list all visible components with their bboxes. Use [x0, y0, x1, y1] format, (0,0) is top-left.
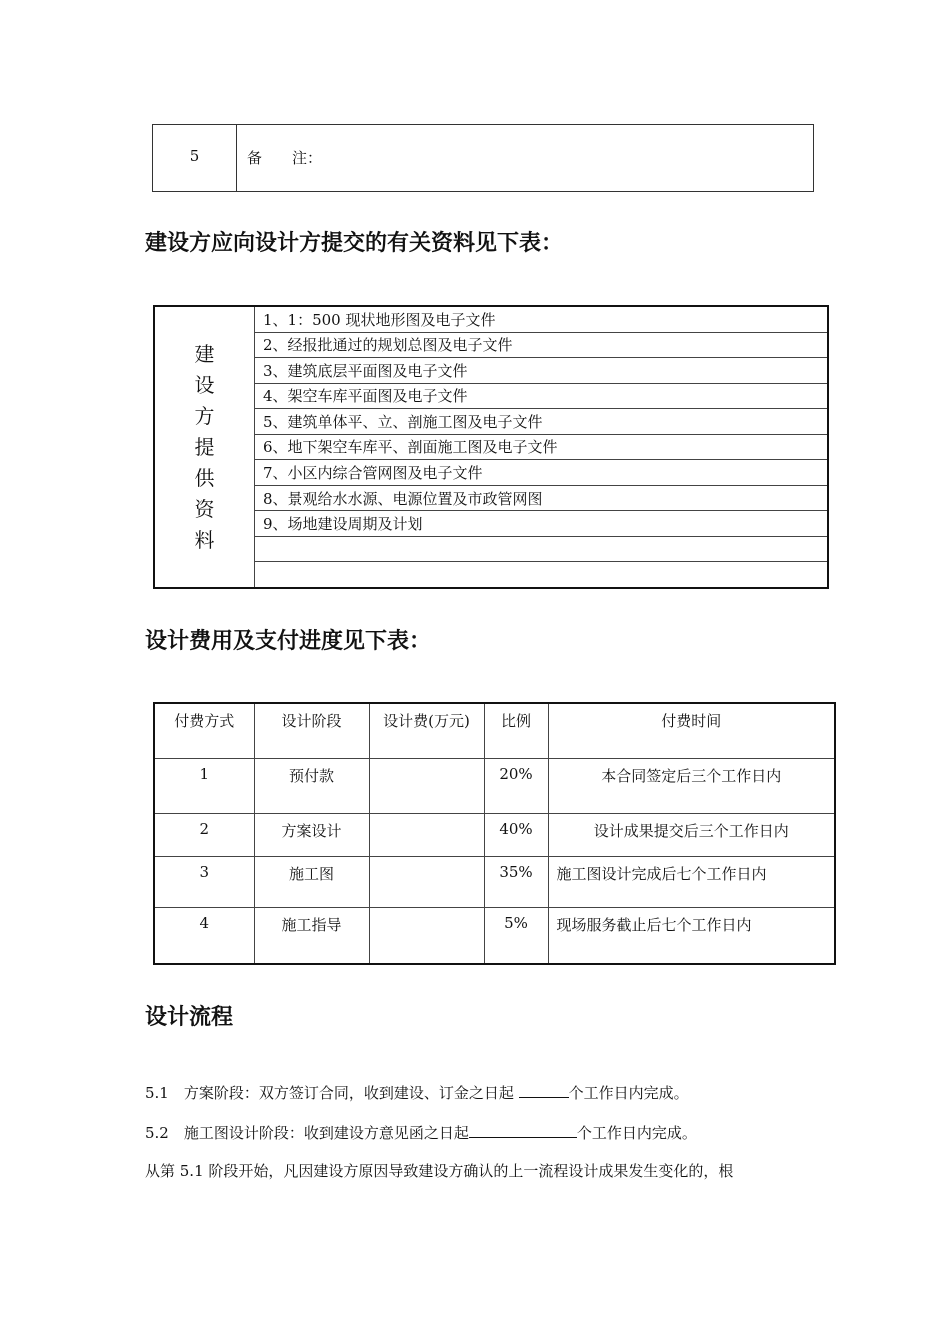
section-title-fees: 设计费用及支付进度见下表： [145, 629, 432, 654]
side-char: 方 [194, 403, 215, 428]
process-line-2-suffix: 个工作日内完成。 [576, 1124, 697, 1142]
side-char: 供 [194, 465, 215, 490]
fee-row [154, 813, 835, 856]
process-line-1-suffix: 个工作日内完成。 [568, 1084, 689, 1102]
fee-cell: 施工图 [254, 856, 369, 907]
fee-cell: 施工图设计完成后七个工作日内 [548, 856, 835, 907]
materials-item [255, 562, 829, 588]
materials-item: 1、1：500 现状地形图及电子文件 [255, 306, 829, 332]
fee-cell: 1 [154, 758, 254, 813]
fee-cell: 方案设计 [254, 813, 369, 856]
fee-row [154, 758, 835, 813]
fee-cell: 4 [154, 907, 254, 964]
materials-row [154, 358, 828, 384]
remark-label: 备 注： [237, 125, 814, 192]
side-char: 设 [194, 372, 215, 397]
materials-row [154, 536, 828, 562]
section-title-materials: 建设方应向设计方提交的有关资料见下表： [145, 231, 564, 256]
fee-cell: 2 [154, 813, 254, 856]
remark-table [152, 124, 814, 192]
materials-row [154, 434, 828, 460]
fee-table [153, 702, 836, 965]
fee-cell: 5% [484, 907, 548, 964]
materials-row [154, 460, 828, 486]
materials-row [154, 562, 828, 588]
materials-item: 5、建筑单体平、立、剖施工图及电子文件 [255, 409, 829, 435]
fee-header-cell: 设计费(万元) [369, 703, 484, 758]
materials-item: 3、建筑底层平面图及电子文件 [255, 358, 829, 384]
fee-cell [369, 758, 484, 813]
side-char: 建 [194, 341, 215, 366]
materials-item: 4、架空车库平面图及电子文件 [255, 383, 829, 409]
materials-item: 6、地下架空车库平、剖面施工图及电子文件 [255, 434, 829, 460]
process-line-3: 从第 5.1 阶段开始，凡因建设方原因导致建设方确认的上一流程设计成果发生变化的，根 [145, 1162, 734, 1180]
fee-cell: 本合同签定后三个工作日内 [548, 758, 835, 813]
fee-cell: 预付款 [254, 758, 369, 813]
process-line-1-text: 5.1 方案阶段：双方签订合同，收到建设、订金之日起 [145, 1084, 514, 1102]
remark-number: 5 [153, 125, 237, 192]
fee-cell [369, 813, 484, 856]
materials-row [154, 332, 828, 358]
fee-row [154, 856, 835, 907]
fee-header-cell: 设计阶段 [254, 703, 369, 758]
side-char: 料 [194, 527, 215, 552]
fee-header-cell: 付费方式 [154, 703, 254, 758]
fee-cell [369, 856, 484, 907]
materials-item: 8、景观给水水源、电源位置及市政管网图 [255, 485, 829, 511]
materials-row [154, 409, 828, 435]
fee-row [154, 907, 835, 964]
process-line-1 [145, 1082, 689, 1103]
fee-cell [369, 907, 484, 964]
materials-row [154, 306, 828, 332]
materials-side-label [154, 306, 255, 588]
fee-cell: 现场服务截止后七个工作日内 [548, 907, 835, 964]
fee-cell: 设计成果提交后三个工作日内 [548, 813, 835, 856]
remark-row [153, 125, 814, 192]
fee-cell: 20% [484, 758, 548, 813]
materials-item: 2、经报批通过的规划总图及电子文件 [255, 332, 829, 358]
side-char: 资 [194, 496, 215, 521]
materials-row [154, 511, 828, 537]
process-line-2 [145, 1122, 697, 1143]
fee-cell: 施工指导 [254, 907, 369, 964]
fee-cell: 3 [154, 856, 254, 907]
side-char: 提 [194, 434, 215, 459]
blank-days-1 [519, 1083, 569, 1098]
materials-item: 7、小区内综合管网图及电子文件 [255, 460, 829, 486]
blank-days-2 [469, 1123, 577, 1138]
materials-row [154, 383, 828, 409]
materials-table [153, 305, 829, 589]
process-line-2-text: 5.2 施工图设计阶段：收到建设方意见函之日起 [145, 1124, 469, 1142]
fee-cell: 40% [484, 813, 548, 856]
materials-item: 9、场地建设周期及计划 [255, 511, 829, 537]
fee-cell: 35% [484, 856, 548, 907]
section-title-process: 设计流程 [145, 1005, 234, 1030]
fee-header-cell: 比例 [484, 703, 548, 758]
fee-header-row [154, 703, 835, 758]
materials-item [255, 536, 829, 562]
materials-row [154, 485, 828, 511]
fee-header-cell: 付费时间 [548, 703, 835, 758]
